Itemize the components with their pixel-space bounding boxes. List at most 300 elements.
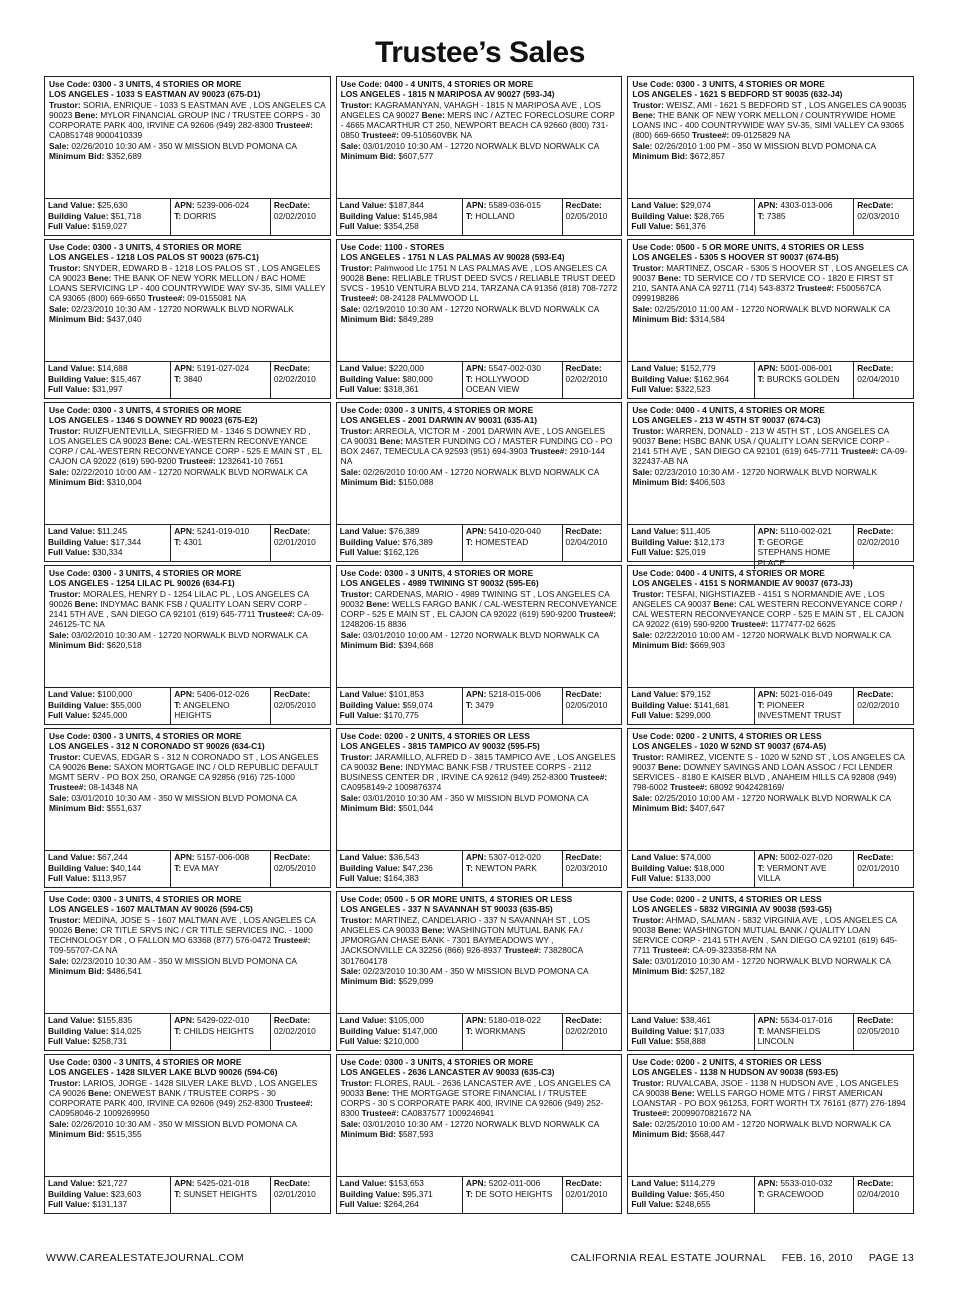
trustee-label: Trustee#: xyxy=(147,293,185,304)
recdate-value: 02/02/2010 xyxy=(273,210,316,221)
full-label: Full Value: xyxy=(339,710,382,720)
land-label: Land Value: xyxy=(339,200,387,210)
trustee-label: Trustee#: xyxy=(275,120,313,131)
recdate-label: RecDate: xyxy=(273,1178,311,1188)
listings-grid xyxy=(44,76,914,1214)
trustor-label: Trustor: xyxy=(340,99,373,110)
tract-label: T: xyxy=(757,373,765,384)
building-label: Building Value: xyxy=(631,1025,692,1036)
tract-label: T: xyxy=(465,373,473,384)
land-value: $25,630 xyxy=(95,200,128,210)
land-value: $100,000 xyxy=(95,689,133,699)
min-bid-label: Minimum Bid: xyxy=(340,640,397,651)
recdate-col xyxy=(562,199,622,235)
apn-label: APN: xyxy=(757,200,779,210)
trustor-value: SNYDER, EDWARD B - 1218 LOS PALOS ST , LOS ANGELES CA 90023 xyxy=(49,262,321,283)
apn-col xyxy=(170,1177,270,1213)
sale-value: 02/26/2010 10:30 AM - 350 W MISSION BLVD POMONA CA xyxy=(69,140,297,151)
recdate-col xyxy=(853,851,913,887)
building-label: Building Value: xyxy=(339,862,401,873)
recdate-col xyxy=(270,851,330,887)
tract-value: 3479 xyxy=(472,699,494,710)
property-address: LOS ANGELES - 312 N CORONADO ST 90026 (634-C1) xyxy=(49,741,265,752)
recdate-label: RecDate: xyxy=(565,363,602,373)
land-value: $38,461 xyxy=(678,1015,711,1025)
min-bid-label: Minimum Bid: xyxy=(632,640,688,651)
bene-value: WASHINGTON MUTUAL BANK FA / JPMORGAN CHASE BANK - 7301 BAYMEADOWS WY , JACKSONVILLE CA 32256 (866) 926-8937 xyxy=(340,924,583,956)
building-value: $47,236 xyxy=(400,862,433,873)
listing-description xyxy=(628,1055,913,1173)
listing-values xyxy=(628,850,913,887)
trustor-label: Trustor: xyxy=(632,914,664,925)
trustee-label: Trustee#: xyxy=(340,293,378,304)
listing-description xyxy=(628,566,913,684)
full-label: Full Value: xyxy=(339,384,382,394)
tract-value: 4301 xyxy=(181,536,203,547)
sale-value: 02/23/2010 10:30 AM - 12720 NORWALK BLVD NORWALK xyxy=(69,303,294,314)
sale-label: Sale: xyxy=(340,1118,361,1129)
listing-description xyxy=(337,403,622,521)
property-address: LOS ANGELES - 1621 S BEDFORD ST 90035 (632-J4) xyxy=(632,89,843,100)
trustor-value: TESFAI, NIGHSTIAZEB - 4151 S NORMANDIE AVE , LOS ANGELES CA 90037 xyxy=(632,588,885,609)
trustee-value: 2910-144 NA xyxy=(340,446,605,467)
building-value: $147,000 xyxy=(400,1025,438,1036)
footer-url[interactable]: WWW.CAREALESTATEJOURNAL.COM xyxy=(46,1252,244,1264)
building-value: $17,033 xyxy=(691,1025,725,1036)
full-value: $245,000 xyxy=(89,710,128,720)
apn-value: 5425-021-018 xyxy=(194,1178,250,1188)
sale-value: 02/19/2010 10:30 AM - 12720 NORWALK BLVD NORWALK CA xyxy=(360,303,600,314)
trustee-value: 1232641-10 7651 xyxy=(215,456,284,467)
trustor-value: RUIZFUENTEVILLA, SIEGFRIED M - 1346 S DOWNEY RD , LOS ANGELES CA 90023 xyxy=(49,425,311,446)
values-col xyxy=(45,1014,170,1050)
listing-card xyxy=(44,1054,331,1214)
use-code: Use Code: 0400 - 4 UNITS, 4 STORIES OR MORE xyxy=(632,568,825,578)
listing-card xyxy=(336,1054,623,1214)
recdate-col xyxy=(853,688,913,724)
recdate-label: RecDate: xyxy=(857,200,894,210)
use-code: Use Code: 1100 - STORES xyxy=(340,242,445,252)
recdate-col xyxy=(562,1177,622,1213)
listing-card xyxy=(44,76,331,236)
listing-card xyxy=(627,728,914,888)
values-col xyxy=(337,199,462,235)
land-value: $11,245 xyxy=(95,526,127,536)
building-label: Building Value: xyxy=(631,210,692,221)
listing-values xyxy=(45,1176,330,1213)
sale-value: 03/02/2010 10:30 AM - 12720 NORWALK BLVD NORWALK CA xyxy=(69,629,308,640)
bene-value: THE BANK OF NEW YORK MELLON / BAC HOME LOANS SERVICING LP - 400 COUNTRYWIDE WAY SV-35, SIMI VALLEY CA 93065 (800) 669-6650 xyxy=(49,272,326,304)
apn-col xyxy=(754,362,854,398)
bene-label: Bene: xyxy=(657,272,682,283)
listing-card xyxy=(44,402,331,562)
tract-value: MANSFIELDS LINCOLN xyxy=(757,1025,821,1046)
building-label: Building Value: xyxy=(48,862,109,873)
building-value: $80,000 xyxy=(400,373,433,384)
min-bid-value: $529,099 xyxy=(396,976,434,987)
listing-values xyxy=(628,1176,913,1213)
bene-label: Bene: xyxy=(421,924,445,935)
use-code: Use Code: 0200 - 2 UNITS, 4 STORIES OR LESS xyxy=(632,894,822,904)
listing-values xyxy=(45,361,330,398)
land-label: Land Value: xyxy=(48,363,96,373)
trustee-label: Trustee#: xyxy=(578,609,617,620)
use-code: Use Code: 0300 - 3 UNITS, 4 STORIES OR MORE xyxy=(340,568,534,578)
bene-label: Bene: xyxy=(379,761,404,772)
listing-values xyxy=(337,198,622,235)
recdate-col xyxy=(270,1014,330,1050)
land-value: $11,405 xyxy=(678,526,711,536)
min-bid-value: $407,647 xyxy=(687,803,725,814)
sale-label: Sale: xyxy=(340,792,361,803)
min-bid-value: $406,503 xyxy=(687,477,725,488)
recdate-label: RecDate: xyxy=(273,363,311,373)
trustor-value: MARTINEZ, OSCAR - 5305 S HOOVER ST , LOS ANGELES CA 90037 xyxy=(632,262,908,283)
listing-values xyxy=(628,198,913,235)
trustee-value: T09-55707-CA NA xyxy=(49,945,118,956)
recdate-value: 02/05/2010 xyxy=(565,699,608,710)
building-label: Building Value: xyxy=(631,862,692,873)
values-col xyxy=(628,1014,753,1050)
apn-label: APN: xyxy=(465,689,487,699)
land-label: Land Value: xyxy=(339,689,387,699)
bene-value: MASTER FUNDING CO / MASTER FUNDING CO - PO BOX 2467, TEMECULA CA 92593 (951) 694-3903 xyxy=(340,435,613,457)
bene-label: Bene: xyxy=(88,1087,112,1098)
apn-value: 5180-018-022 xyxy=(486,1015,541,1025)
apn-value: 5307-012-020 xyxy=(486,852,541,862)
trustee-value: CA0837577 1009246941 xyxy=(398,1108,495,1119)
min-bid-value: $314,584 xyxy=(687,314,725,325)
building-label: Building Value: xyxy=(339,210,401,221)
trustee-value: CA-09-323358-RM NA xyxy=(689,945,777,956)
listing-values xyxy=(45,198,330,235)
listing-description xyxy=(45,240,330,358)
bene-label: Bene: xyxy=(74,924,98,935)
values-col xyxy=(337,1177,462,1213)
building-label: Building Value: xyxy=(48,210,109,221)
sale-label: Sale: xyxy=(632,1118,653,1129)
apn-col xyxy=(754,525,854,569)
apn-value: 5406-012-026 xyxy=(194,689,250,699)
tract-label: T: xyxy=(757,699,765,710)
trustee-value: 08-14348 NA xyxy=(86,782,138,793)
tract-label: T: xyxy=(757,862,765,873)
property-address: LOS ANGELES - 1751 N LAS PALMAS AV 90028 (593-E4) xyxy=(340,252,565,263)
land-label: Land Value: xyxy=(631,200,679,210)
min-bid-value: $310,004 xyxy=(104,477,142,488)
sale-label: Sale: xyxy=(340,466,361,477)
building-value: $65,450 xyxy=(691,1188,725,1199)
listing-card xyxy=(627,891,914,1051)
min-bid-label: Minimum Bid: xyxy=(340,976,397,987)
apn-value: 5429-022-010 xyxy=(194,1015,250,1025)
trustee-value: 08-24128 PALMWOOD LL xyxy=(377,293,479,304)
recdate-label: RecDate: xyxy=(273,689,311,699)
min-bid-label: Minimum Bid: xyxy=(632,803,688,814)
values-col xyxy=(628,362,753,398)
use-code: Use Code: 0300 - 3 UNITS, 4 STORIES OR MORE xyxy=(49,242,242,252)
trustee-label: Trustee#: xyxy=(504,945,542,956)
bene-value: CAL WESTERN RECONVEYANCE CORP / CAL WESTERN RECONVEYANCE CORP - 525 E MAIN ST , EL CAJON CA 92022 (619) 590-9200 xyxy=(632,598,904,630)
values-col xyxy=(628,851,753,887)
listing-description xyxy=(45,1055,330,1173)
values-col xyxy=(45,1177,170,1213)
recdate-col xyxy=(853,1014,913,1050)
trustee-label: Trustee#: xyxy=(652,945,690,956)
min-bid-label: Minimum Bid: xyxy=(632,477,688,488)
trustor-label: Trustor: xyxy=(340,1077,373,1088)
building-label: Building Value: xyxy=(339,1025,401,1036)
tract-label: T: xyxy=(174,1025,182,1036)
tract-value: 3840 xyxy=(181,373,203,384)
bene-value: HSBC BANK USA / QUALITY LOAN SERVICE CORP - 2141 5TH AVE , SAN DIEGO CA 92101 (619) 645-7711 xyxy=(632,435,890,457)
land-label: Land Value: xyxy=(631,852,679,862)
use-code: Use Code: 0300 - 3 UNITS, 4 STORIES OR MORE xyxy=(340,1057,534,1067)
apn-label: APN: xyxy=(757,1015,779,1025)
apn-label: APN: xyxy=(174,363,195,373)
sale-label: Sale: xyxy=(49,140,70,151)
apn-label: APN: xyxy=(465,852,487,862)
tract-label: T: xyxy=(757,1188,765,1199)
apn-value: 5218-015-006 xyxy=(486,689,541,699)
apn-col xyxy=(754,1177,854,1213)
land-value: $152,779 xyxy=(678,363,716,373)
apn-col xyxy=(462,851,562,887)
min-bid-value: $394,668 xyxy=(396,640,434,651)
recdate-value: 02/02/2010 xyxy=(857,699,900,710)
min-bid-value: $501,044 xyxy=(396,803,434,814)
full-label: Full Value: xyxy=(339,1036,382,1046)
sale-value: 02/26/2010 1:00 PM - 350 W MISSION BLVD POMONA CA xyxy=(652,140,877,151)
recdate-label: RecDate: xyxy=(565,1178,602,1188)
recdate-label: RecDate: xyxy=(565,200,602,210)
bene-label: Bene: xyxy=(632,109,656,120)
full-label: Full Value: xyxy=(48,1199,90,1209)
trustee-value: CA0958149-2 1009876374 xyxy=(340,782,442,793)
sale-label: Sale: xyxy=(340,140,361,151)
building-label: Building Value: xyxy=(48,373,109,384)
sale-label: Sale: xyxy=(49,955,70,966)
min-bid-value: $150,088 xyxy=(396,477,434,488)
recdate-col xyxy=(270,1177,330,1213)
listing-values xyxy=(337,1176,622,1213)
bene-label: Bene: xyxy=(713,598,737,609)
land-label: Land Value: xyxy=(48,852,96,862)
recdate-label: RecDate: xyxy=(857,1178,894,1188)
apn-label: APN: xyxy=(465,200,487,210)
listing-description xyxy=(337,240,622,358)
min-bid-label: Minimum Bid: xyxy=(340,151,397,162)
use-code: Use Code: 0300 - 3 UNITS, 4 STORIES OR MORE xyxy=(49,568,242,578)
listing-card xyxy=(44,891,331,1051)
recdate-col xyxy=(853,1177,913,1213)
values-col xyxy=(628,199,753,235)
bene-label: Bene: xyxy=(366,272,390,283)
bene-value: WELLS FARGO BANK / CAL-WESTERN RECONVEYANCE CORP - 525 E MAIN ST , EL CAJON CA 92022 (619) 590-9200 xyxy=(340,598,617,620)
sale-label: Sale: xyxy=(632,140,653,151)
listing-values xyxy=(628,361,913,398)
page-footer xyxy=(46,1252,914,1266)
values-col xyxy=(45,851,170,887)
listing-description xyxy=(45,403,330,521)
sale-value: 02/22/2010 10:00 AM - 12720 NORWALK BLVD NORWALK CA xyxy=(69,466,308,477)
bene-label: Bene: xyxy=(74,109,98,120)
recdate-value: 02/04/2010 xyxy=(857,1188,900,1199)
trustor-label: Trustor: xyxy=(632,99,664,110)
trustee-value: 09-510560VBK NA xyxy=(398,130,472,141)
sale-label: Sale: xyxy=(632,303,653,314)
apn-col xyxy=(170,525,270,561)
use-code: Use Code: 0300 - 3 UNITS, 4 STORIES OR MORE xyxy=(340,405,534,415)
min-bid-value: $486,541 xyxy=(104,966,142,977)
apn-value: 5533-010-032 xyxy=(778,1178,833,1188)
values-col xyxy=(337,525,462,561)
listing-description xyxy=(628,240,913,358)
recdate-label: RecDate: xyxy=(857,363,894,373)
land-value: $76,389 xyxy=(386,526,420,536)
recdate-label: RecDate: xyxy=(857,689,894,699)
tract-value: GRACEWOOD xyxy=(764,1188,824,1199)
recdate-col xyxy=(562,362,622,398)
apn-label: APN: xyxy=(465,363,487,373)
recdate-value: 02/02/2010 xyxy=(565,1025,608,1036)
recdate-value: 02/05/2010 xyxy=(565,210,608,221)
tract-label: T: xyxy=(174,699,182,710)
listing-description xyxy=(45,729,330,847)
trustor-value: KAGRAMANYAN, VAHAGH - 1815 N MARIPOSA AVE , LOS ANGELES CA 90027 xyxy=(340,99,601,120)
tract-value: SUNSET HEIGHTS xyxy=(181,1188,257,1199)
use-code: Use Code: 0300 - 3 UNITS, 4 STORIES OR MORE xyxy=(49,731,242,741)
sale-value: 03/01/2010 10:30 AM - 350 W MISSION BLVD POMONA CA xyxy=(69,792,297,803)
listing-card xyxy=(44,565,331,725)
trustor-value: MARTINEZ, CANDELARIO - 337 N SAVANNAH ST , LOS ANGELES CA 90033 xyxy=(340,914,590,935)
tract-label: T: xyxy=(174,1188,182,1199)
trustor-value: CARDENAS, MARIO - 4989 TWINING ST , LOS ANGELES CA 90032 xyxy=(340,588,610,609)
bene-value: INDYMAC BANK FSB / QUALITY LOAN SERV CORP - 2141 5TH AVE , SAN DIEGO CA 92101 (619) 645-7711 xyxy=(49,598,307,620)
trustee-label: Trustee#: xyxy=(796,283,835,294)
land-value: $114,279 xyxy=(678,1178,715,1188)
listing-values xyxy=(337,850,622,887)
building-value: $141,681 xyxy=(691,699,730,710)
listing-description xyxy=(337,566,622,684)
property-address: LOS ANGELES - 4989 TWINING ST 90032 (595-E6) xyxy=(340,578,539,589)
listing-values xyxy=(628,524,913,568)
use-code: Use Code: 0200 - 2 UNITS, 4 STORIES OR LESS xyxy=(340,731,530,741)
land-value: $220,000 xyxy=(386,363,424,373)
land-label: Land Value: xyxy=(48,200,96,210)
min-bid-label: Minimum Bid: xyxy=(49,640,105,651)
listing-values xyxy=(45,850,330,887)
page-title: Trustee’s Sales xyxy=(375,36,585,69)
tract-value: GEORGE STEPHANS HOME PLACE xyxy=(757,536,831,568)
min-bid-label: Minimum Bid: xyxy=(49,803,105,814)
tract-value: NEWTON PARK xyxy=(472,862,537,873)
trustee-value: 1248206-15 8836 xyxy=(340,619,407,630)
full-label: Full Value: xyxy=(631,1199,674,1209)
recdate-value: 02/05/2010 xyxy=(273,862,316,873)
trustor-value: WARREN, DONALD - 213 W 45TH ST , LOS ANGELES CA 90037 xyxy=(632,425,889,446)
recdate-col xyxy=(270,199,330,235)
bene-label: Bene: xyxy=(74,598,98,609)
building-label: Building Value: xyxy=(631,536,692,547)
recdate-label: RecDate: xyxy=(857,1015,894,1025)
min-bid-value: $515,355 xyxy=(104,1129,142,1140)
full-value: $299,000 xyxy=(673,710,711,720)
land-value: $74,000 xyxy=(678,852,711,862)
apn-col xyxy=(462,199,562,235)
tract-value: HOLLAND xyxy=(472,210,515,221)
recdate-label: RecDate: xyxy=(273,200,311,210)
tract-value: HOMESTEAD xyxy=(472,536,529,547)
recdate-col xyxy=(562,688,622,724)
min-bid-label: Minimum Bid: xyxy=(49,477,105,488)
building-label: Building Value: xyxy=(48,536,109,547)
building-value: $18,000 xyxy=(691,862,725,873)
listing-values xyxy=(337,524,622,561)
listing-card xyxy=(44,728,331,888)
land-value: $187,844 xyxy=(386,200,424,210)
sale-label: Sale: xyxy=(49,466,70,477)
recdate-label: RecDate: xyxy=(273,852,311,862)
trustor-label: Trustor: xyxy=(632,1077,664,1088)
values-col xyxy=(337,688,462,724)
tract-label: T: xyxy=(174,536,182,547)
trustee-label: Trustee#: xyxy=(178,456,216,467)
apn-col xyxy=(754,199,854,235)
building-value: $23,603 xyxy=(108,1188,142,1199)
listing-card xyxy=(44,239,331,399)
tract-label: T: xyxy=(465,862,473,873)
apn-value: 5410-020-040 xyxy=(486,526,541,536)
sale-value: 02/26/2010 10:30 AM - 350 W MISSION BLVD POMONA CA xyxy=(69,1118,297,1129)
property-address: LOS ANGELES - 1815 N MARIPOSA AV 90027 (593-J4) xyxy=(340,89,555,100)
recdate-col xyxy=(853,199,913,235)
sale-label: Sale: xyxy=(49,303,70,314)
sale-label: Sale: xyxy=(340,966,361,977)
apn-col xyxy=(170,688,270,724)
min-bid-label: Minimum Bid: xyxy=(340,477,397,488)
min-bid-value: $607,577 xyxy=(396,151,434,162)
listing-values xyxy=(337,361,622,398)
sale-label: Sale: xyxy=(49,629,70,640)
listing-description xyxy=(45,892,330,1010)
full-label: Full Value: xyxy=(631,1036,674,1046)
use-code: Use Code: 0200 - 2 UNITS, 4 STORIES OR LESS xyxy=(632,731,822,741)
tract-label: T: xyxy=(174,373,182,384)
recdate-label: RecDate: xyxy=(565,852,602,862)
full-value: $58,888 xyxy=(673,1036,706,1046)
listing-card xyxy=(336,891,623,1051)
trustee-value: CA0958046-2 1009269950 xyxy=(49,1108,150,1119)
listing-card xyxy=(627,239,914,399)
building-label: Building Value: xyxy=(48,699,109,710)
apn-col xyxy=(754,851,854,887)
apn-value: 5239-006-024 xyxy=(194,200,250,210)
apn-value: 5002-027-020 xyxy=(778,852,833,862)
full-label: Full Value: xyxy=(631,873,674,883)
apn-col xyxy=(754,1014,854,1050)
min-bid-label: Minimum Bid: xyxy=(632,1129,688,1140)
tract-label: T: xyxy=(174,210,182,221)
building-value: $55,000 xyxy=(108,699,142,710)
bene-label: Bene: xyxy=(657,761,682,772)
tract-value: DORRIS xyxy=(181,210,217,221)
building-value: $95,371 xyxy=(400,1188,433,1199)
tract-value: DE SOTO HEIGHTS xyxy=(472,1188,553,1199)
min-bid-label: Minimum Bid: xyxy=(632,966,688,977)
apn-col xyxy=(170,199,270,235)
trustor-value: Palmwood Llc 1751 N LAS PALMAS AVE , LOS ANGELES CA 90028 xyxy=(340,262,607,283)
